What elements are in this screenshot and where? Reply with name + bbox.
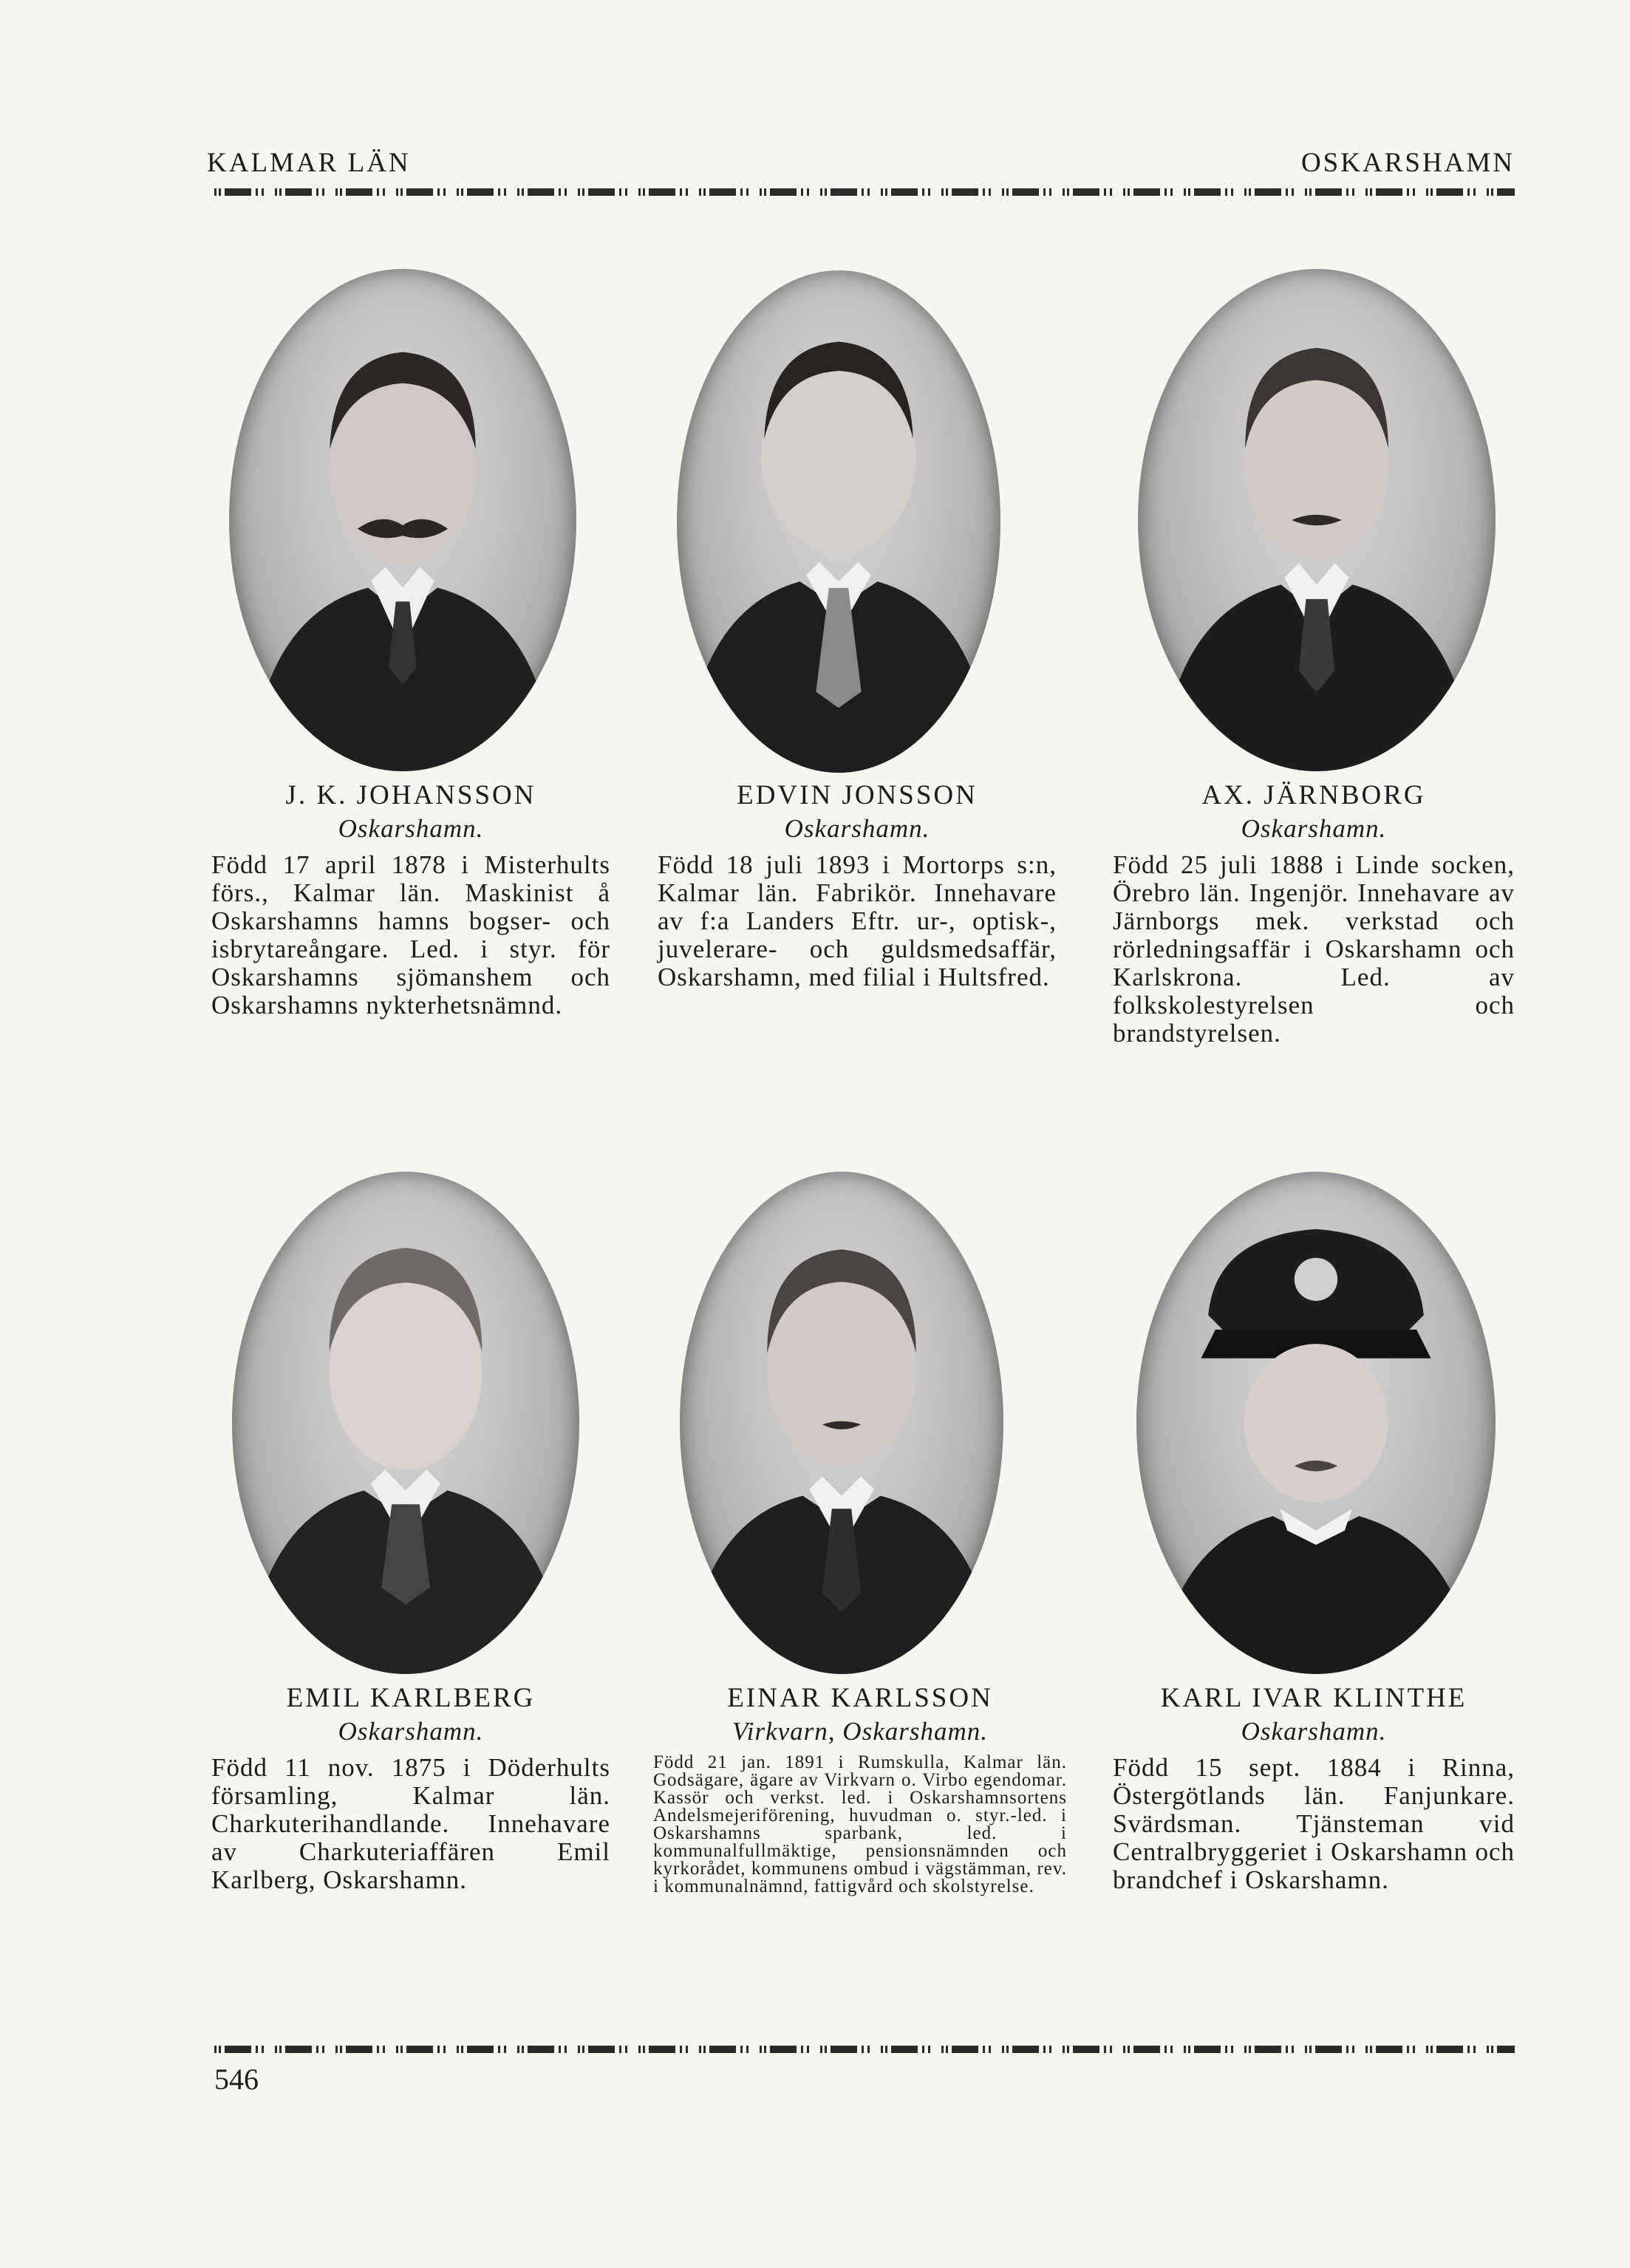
person-biography: Född 21 jan. 1891 i Rumskulla, Kalmar län. Godsägare, ägare av Virkvarn o. Virbo egendomar. Kassör och verkst. led. i Oskarshamnsortens Andelsmejeriförening, huvudman o. styr.-led. i Oskarshamns sparbank, led. i kommunalfullmäktige, pensionsnämnden och kyrkorådet, kommunens ombud i vägstämman, rev. i kommunalnämnd, fattigvård och skolstyrelse. (653, 1752, 1067, 1896)
person-name: AX. JÄRNBORG (1201, 780, 1426, 810)
portrait-photo-karlberg (232, 1172, 579, 1674)
portrait-photo-karlsson (680, 1172, 1003, 1674)
person-name: EDVIN JONSSON (737, 780, 978, 810)
person-name: KARL IVAR KLINTHE (1160, 1683, 1467, 1713)
page-number: 546 (214, 2063, 259, 2096)
top-ornament-rule (214, 186, 1515, 198)
person-biography: Född 11 nov. 1875 i Döderhults församling, Kalmar län. Charkuterihandlande. Innehavare av Charkuteriaffären Emil Karlberg, Oskarshamn. (211, 1753, 610, 1894)
entry-klinthe (1113, 1681, 1515, 1894)
person-biography: Född 15 sept. 1884 i Rinna, Östergötlands län. Fanjunkare. Svärdsman. Tjänsteman vid Centralbryggeriet i Oskarshamn och brandchef i Oskarshamn. (1113, 1753, 1515, 1894)
portrait-photo-jarnborg (1138, 269, 1496, 771)
person-name: EMIL KARLBERG (286, 1683, 536, 1713)
person-biography: Född 25 juli 1888 i Linde socken, Örebro län. Ingenjör. Innehavare av Järnborgs mek. verkstad och rörledningsaffär i Oskarshamn och Karlskrona. Led. av folkskolestyrelsen och brandstyrelsen. (1113, 850, 1515, 1048)
person-name: J. K. JOHANSSON (285, 780, 536, 810)
entry-johansson (211, 779, 610, 1019)
person-residence: Virkvarn, Oskarshamn. (732, 1717, 988, 1746)
entry-karlsson (653, 1681, 1067, 1896)
portrait-photo-johansson (229, 269, 576, 771)
person-residence: Oskarshamn. (338, 814, 484, 843)
portrait-photo-jonsson (677, 270, 1000, 773)
person-name: EINAR KARLSSON (727, 1683, 993, 1713)
person-residence: Oskarshamn. (1241, 1717, 1387, 1746)
person-residence: Oskarshamn. (784, 814, 930, 843)
person-residence: Oskarshamn. (338, 1717, 484, 1746)
portrait-photo-klinthe (1136, 1172, 1496, 1674)
bottom-ornament-rule (214, 2043, 1515, 2055)
running-head (207, 145, 1515, 182)
person-biography: Född 18 juli 1893 i Mortorps s:n, Kalmar län. Fabrikör. Innehavare av f:a Landers Eftr. ur-, optisk-, juvelerare- och guldsmedsaffär, Oskarshamn, med filial i Hultsfred. (658, 850, 1057, 991)
person-biography: Född 17 april 1878 i Misterhults förs., Kalmar län. Maskinist å Oskarshamns hamns bogser- och isbrytareångare. Led. i styr. för Oskarshamns sjömanshem och Oskarshamns nykterhetsnämnd. (211, 850, 610, 1019)
entry-karlberg (211, 1681, 610, 1894)
running-head-county: KALMAR LÄN (207, 148, 411, 178)
person-residence: Oskarshamn. (1241, 814, 1387, 843)
running-head-town: OSKARSHAMN (1300, 148, 1515, 178)
entry-jarnborg (1113, 779, 1515, 1048)
entry-jonsson (658, 779, 1057, 991)
